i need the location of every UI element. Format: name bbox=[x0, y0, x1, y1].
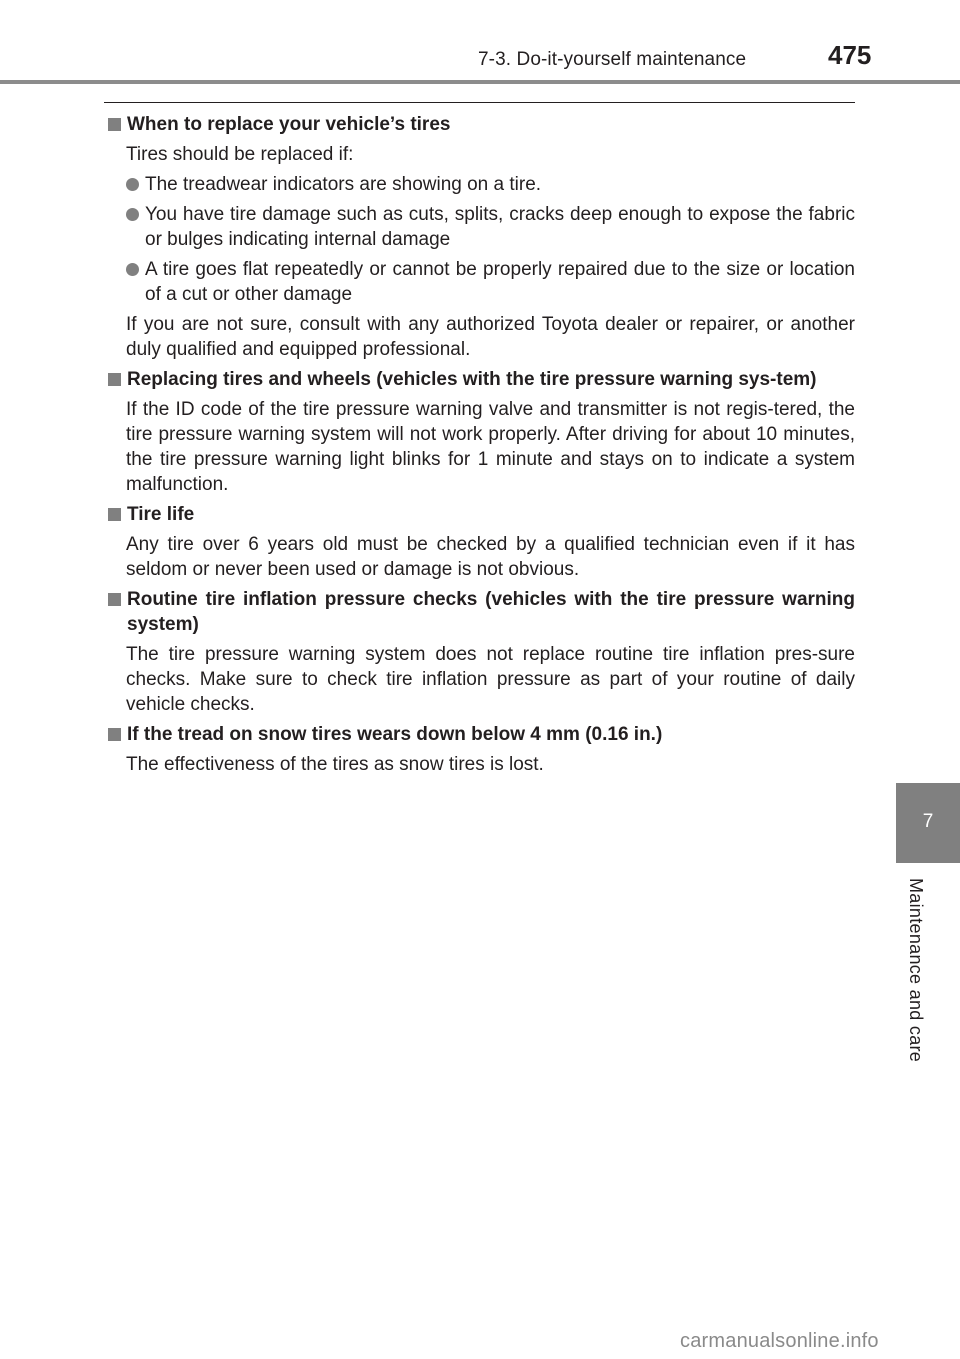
list-item: The treadwear indicators are showing on a tire. bbox=[105, 172, 855, 197]
square-bullet-icon bbox=[108, 118, 121, 131]
chapter-number: 7 bbox=[922, 811, 934, 832]
watermark: carmanualsonline.info bbox=[680, 1330, 879, 1352]
square-bullet-icon bbox=[108, 373, 121, 386]
circle-bullet-icon bbox=[126, 178, 139, 191]
section-body: The tire pressure warning system does not replace routine tire inflation pres-sure checks. Make sure to check tire inflation pressure as part of your routine of daily vehicle checks. bbox=[126, 644, 855, 715]
square-bullet-icon bbox=[108, 728, 121, 741]
circle-bullet-icon bbox=[126, 208, 139, 221]
section-pressure-checks bbox=[105, 587, 855, 717]
page-content bbox=[105, 112, 855, 782]
square-bullet-icon bbox=[108, 593, 121, 606]
section-heading: Tire life bbox=[105, 502, 855, 527]
section-body: If the ID code of the tire pressure warning valve and transmitter is not regis-tered, the tire pressure warning system will not work properly. After driving for about 10 minutes, the tire pressure warning light blinks for 1 minute and stays on to indicate a system malfunction. bbox=[126, 399, 855, 495]
section-heading: Replacing tires and wheels (vehicles with the tire pressure warning sys-tem) bbox=[105, 367, 855, 392]
chapter-tab[interactable] bbox=[896, 783, 960, 863]
list-item: You have tire damage such as cuts, splits, cracks deep enough to expose the fabric or bulges indicating internal damage bbox=[105, 202, 855, 252]
circle-bullet-icon bbox=[126, 263, 139, 276]
section-snow-tires bbox=[105, 722, 855, 777]
section-heading: When to replace your vehicle’s tires bbox=[105, 112, 855, 137]
section-title: 7-3. Do-it-yourself maintenance bbox=[478, 49, 747, 70]
section-outro: If you are not sure, consult with any authorized Toyota dealer or repairer, or another duly qualified and equipped professional. bbox=[126, 314, 855, 360]
chapter-label bbox=[905, 878, 935, 1073]
section-replacing-wheels bbox=[105, 367, 855, 497]
section-heading: Routine tire inflation pressure checks (vehicles with the tire pressure warning system) bbox=[105, 587, 855, 637]
page-number: 475 bbox=[828, 40, 872, 70]
list-item: A tire goes flat repeatedly or cannot be properly repaired due to the size or location of a cut or other damage bbox=[105, 257, 855, 307]
content-divider bbox=[104, 102, 855, 103]
chapter-label-text: Maintenance and care bbox=[906, 878, 926, 1063]
section-tire-life bbox=[105, 502, 855, 582]
square-bullet-icon bbox=[108, 508, 121, 521]
header-divider bbox=[0, 80, 960, 84]
section-body: Any tire over 6 years old must be checked by a qualified technician even if it has seldom or never been used or damage is not obvious. bbox=[126, 534, 855, 580]
section-intro: Tires should be replaced if: bbox=[126, 144, 354, 165]
section-replace-tires bbox=[105, 112, 855, 362]
section-heading: If the tread on snow tires wears down below 4 mm (0.16 in.) bbox=[105, 722, 855, 747]
section-body: The effectiveness of the tires as snow tires is lost. bbox=[126, 754, 544, 775]
